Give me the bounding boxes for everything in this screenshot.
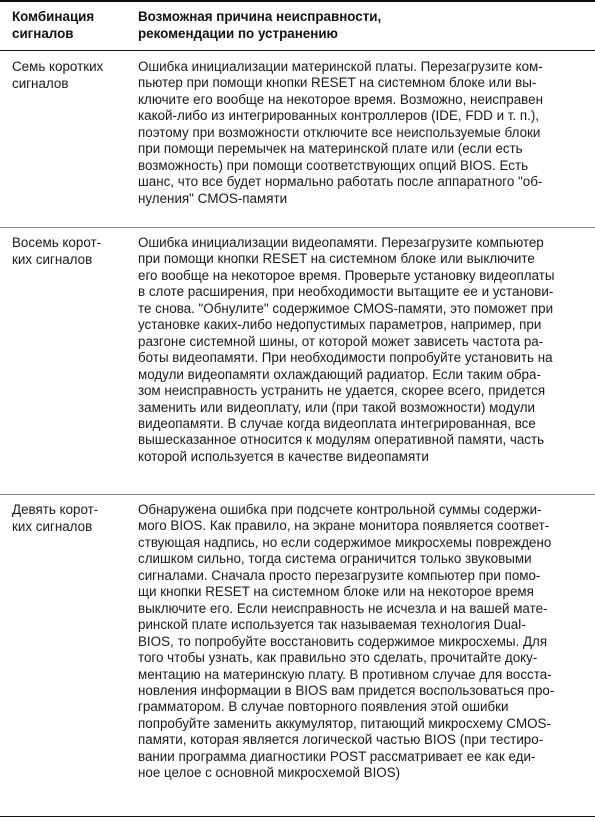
row-divider <box>0 494 595 495</box>
row-3-combination: Девять корот- ких сигналов <box>12 502 99 534</box>
header-rule <box>0 50 595 51</box>
row-divider <box>0 227 595 228</box>
header-cause: Возможная причина неисправности, рекомендации по устранению <box>138 9 382 41</box>
header-combination: Комбинация сигналов <box>12 9 95 41</box>
row-2-combination: Восемь корот- ких сигналов <box>12 235 102 267</box>
row-2-description: Ошибка инициализации видеопамяти. Перезагрузите компьютер при помощи кнопки RESET на системном блоке или выключите его вообще на некоторое время. Проверьте установку видеоплаты в слоте расширения, при необходимости вытащите ее и установи- те снова. "Обнулите" содержимое CMOS-памяти, это поможет при установке каких-либо недопустимых параметров, например, при разгоне системной шины, от которой может зависеть частота ра- боты видеопамяти. При необходимости попробуйте установить на модули видеопамяти охлаждающий радиатор. Если таким обра- зом неисправность устранить не удается, скорее всего, придется заменить или видеоплату, или (при такой возможности) модули видеопамяти. В случае когда видеоплата интегрированная, все вышесказанное относится к модулям оперативной памяти, часть которой используется в качестве видеопамяти <box>138 235 555 464</box>
row-3-description: Обнаружена ошибка при подсчете контрольной суммы содержи- мого BIOS. Как правило, на экране монитора появляется соответ- ствующая надпись, но если содержимое микросхемы повреждено слишком сильно, тогда система ограничится только звуковыми сигналами. Сначала просто перезагрузите компьютер при помо- щи кнопки RESET на системном блоке или на некоторое время выключите его. Если неисправность не исчезла и на вашей мате- ринской плате используется так называемая технология Dual- BIOS, то попробуйте восстановить содержимое микросхемы. Для того чтобы узнать, как правильно это сделать, прочитайте доку- ментацию на материнскую плату. В противном случае для восста- новления информации в BIOS вам придется воспользоваться про- грамматором. В случае повторного появления этой ошибки попробуйте заменить аккумулятор, питающий микросхему CMOS- памяти, которая является логической частью BIOS (при тестиро- вании программа диагностики POST рассматривает ее как еди- ное целое с основной микросхемой BIOS) <box>138 502 555 781</box>
table-top-rule <box>0 0 595 2</box>
table-bottom-rule <box>0 816 595 817</box>
row-1-combination: Семь коротких сигналов <box>12 59 104 91</box>
row-1-description: Ошибка инициализации материнской платы. Перезагрузите ком- пьютер при помощи кнопки RESET на системном блоке или вы- ключите его вообще на некоторое время. Возможно, неисправен какой-либо из интегрированных контроллеров (IDE, FDD и т. п.), поэтому при возможности отключите все неиспользуемые блоки при помощи перемычек на материнской плате или (если есть возможность) при помощи соответствующих опций BIOS. Есть шанс, что все будет нормально работать после аппаратного "об- нуления" CMOS-памяти <box>138 59 543 206</box>
